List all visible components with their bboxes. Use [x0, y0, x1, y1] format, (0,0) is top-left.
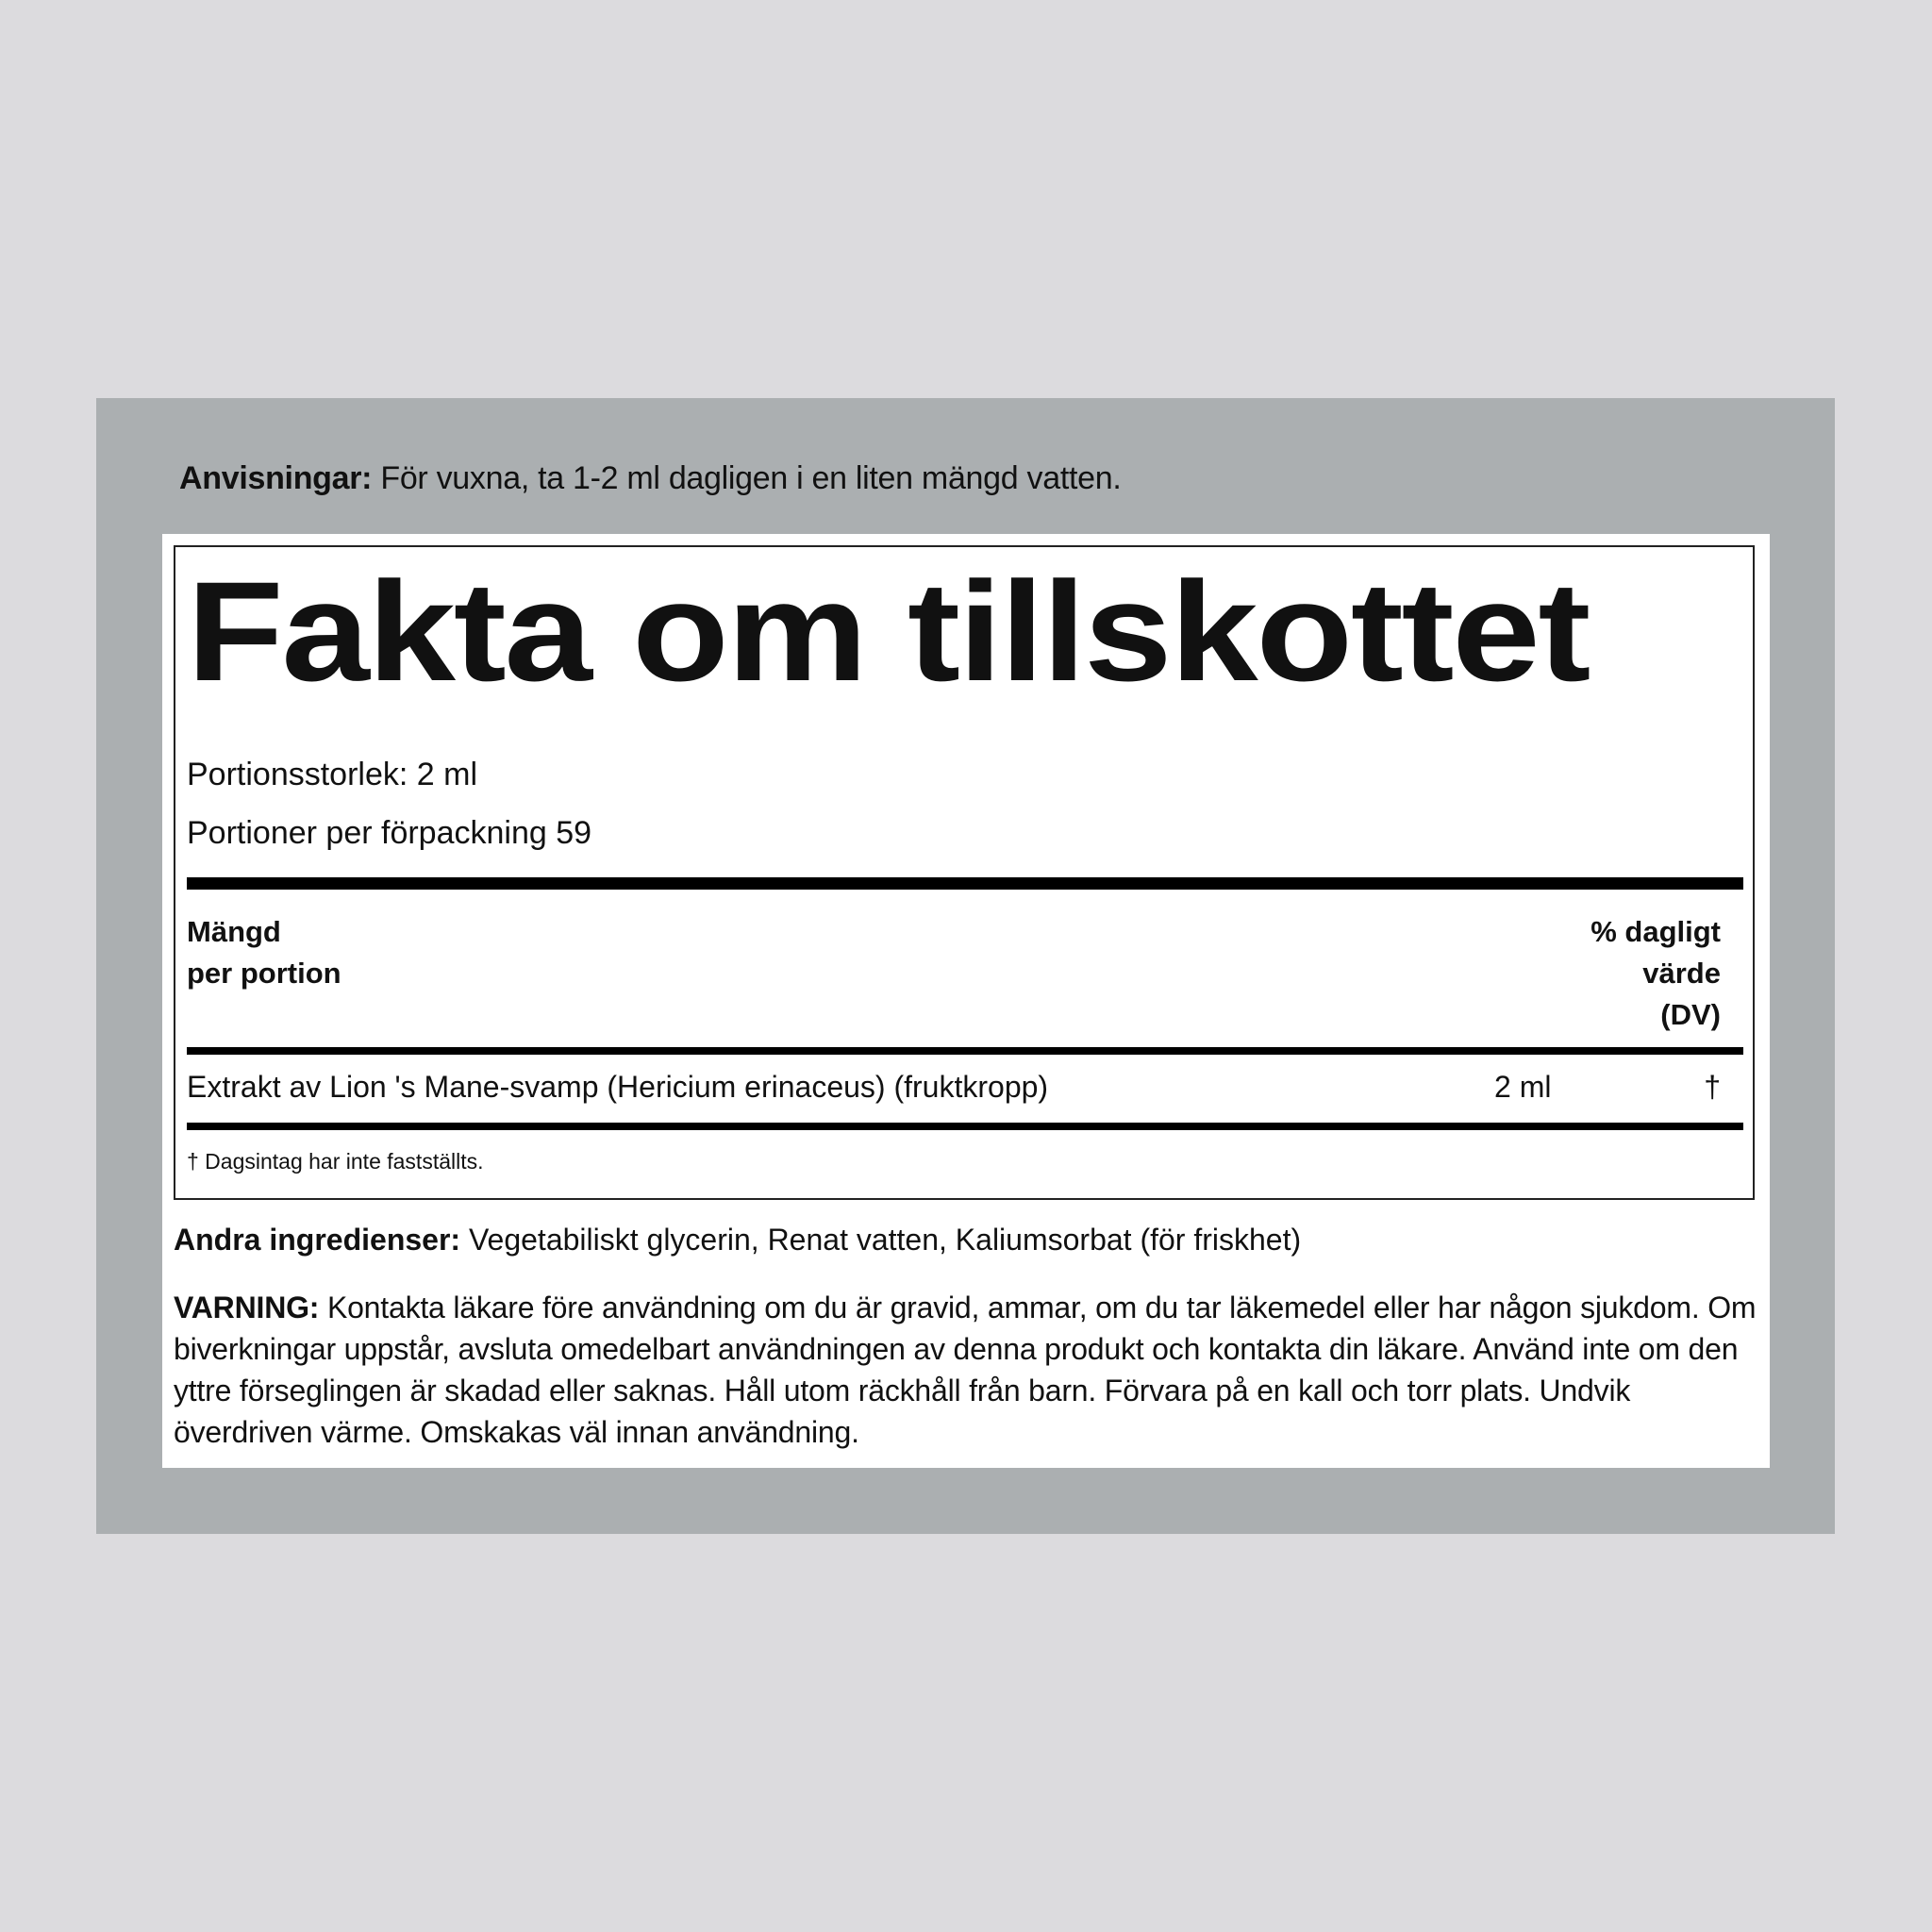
- directions-label: Anvisningar:: [179, 460, 373, 496]
- directions-text: För vuxna, ta 1-2 ml dagligen i en liten mängd vatten.: [372, 460, 1122, 496]
- other-ingredients-label: Andra ingredienser:: [174, 1223, 461, 1257]
- label-panel: [96, 398, 1835, 1534]
- ingredient-name: Extrakt av Lion 's Mane-svamp (Hericium erinaceus) (fruktkropp): [187, 1070, 1049, 1104]
- footnote: † Dagsintag har inte fastställts.: [187, 1149, 484, 1174]
- servings-per-container: Portioner per förpackning 59: [187, 815, 592, 851]
- amount-header-line2: per portion: [187, 957, 341, 990]
- daily-value-header: [1591, 911, 1721, 1036]
- dv-header-line2: värde: [1642, 957, 1721, 990]
- supplement-facts-box: [174, 545, 1755, 1200]
- warning-label: VARNING:: [174, 1291, 320, 1324]
- directions: [179, 460, 1122, 497]
- other-ingredients-text: Vegetabiliskt glycerin, Renat vatten, Kaliumsorbat (för friskhet): [460, 1223, 1302, 1257]
- divider-thick: [187, 877, 1743, 890]
- divider-medium-bottom: [187, 1123, 1743, 1130]
- white-card: [162, 534, 1770, 1468]
- ingredient-amount: 2 ml: [1494, 1070, 1552, 1104]
- serving-size: Portionsstorlek: 2 ml: [187, 757, 477, 792]
- amount-header-line1: Mängd: [187, 915, 281, 948]
- facts-title: Fakta om tillskottet: [187, 552, 1590, 710]
- amount-per-serving-header: [187, 911, 341, 994]
- divider-medium: [187, 1047, 1743, 1055]
- dv-header-line1: % dagligt: [1591, 915, 1721, 948]
- dv-header-line3: (DV): [1660, 998, 1721, 1031]
- warning: [174, 1287, 1768, 1453]
- other-ingredients: [174, 1223, 1301, 1257]
- ingredient-dv: †: [1704, 1070, 1721, 1104]
- warning-text: Kontakta läkare före användning om du är gravid, ammar, om du tar läkemedel eller har någon sjukdom. Om biverkningar uppstår, avsluta omedelbart användningen av denna produkt och kontakta din läkare. Använd inte om den yttre förseglingen är skadad eller saknas. Håll utom räckhåll från barn. Förvara på en kall och torr plats. Undvik överdriven värme. Omskakas väl innan användning.: [174, 1291, 1757, 1449]
